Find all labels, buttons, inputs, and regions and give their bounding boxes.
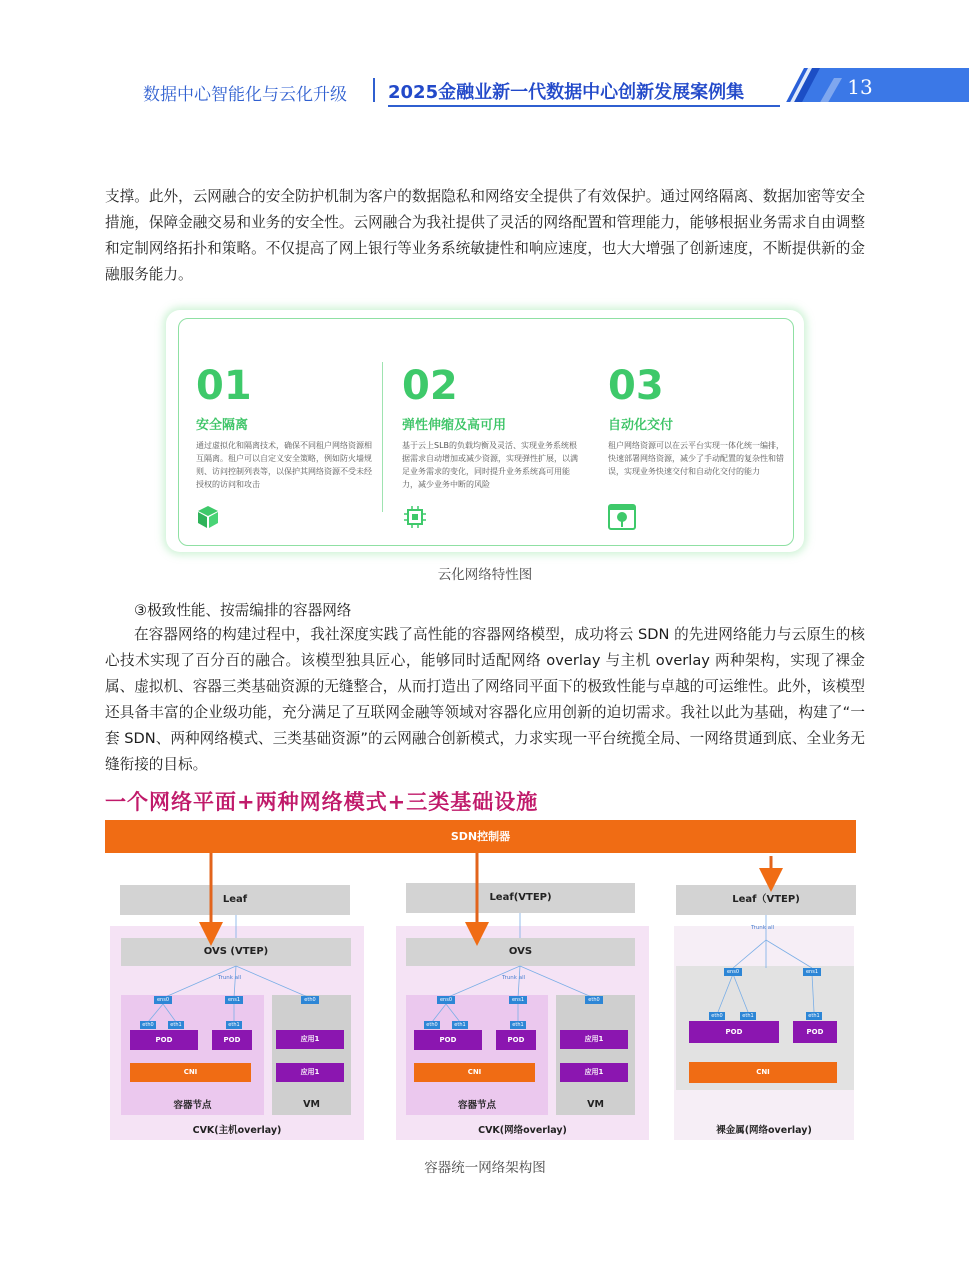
feature-item-2 <box>402 364 582 491</box>
chip-icon <box>403 505 427 529</box>
feature-divider <box>382 362 383 512</box>
running-header-title: 2025金融业新一代数据中心创新发展案例集 <box>388 82 745 103</box>
pod-box: POD <box>496 1030 536 1050</box>
figure-caption-2: 容器统一网络架构图 <box>424 1160 546 1176</box>
feature-description: 通过虚拟化和隔离技术，确保不同租户网络资源相互隔离。租户可以自定义安全策略，例如防火墙规则、访问控制列表等，以保护其网络资源不受未经授权的访问和攻击 <box>196 441 372 489</box>
header-divider <box>373 78 375 102</box>
body-paragraph-1 <box>105 184 865 288</box>
panel-footer: CVK(主机overlay) <box>192 1125 282 1136</box>
section-heading: ③极致性能、按需编排的容器网络 <box>134 602 352 619</box>
app-box: 应用1 <box>560 1063 628 1082</box>
pod-box: POD <box>212 1030 252 1050</box>
eth-port: eth0 <box>585 996 603 1004</box>
ovs-box: OVS (VTEP) <box>121 938 351 966</box>
paragraph-text: 支撑。此外，云网融合的安全防护机制为客户的数据隐私和网络安全提供了有效保护。通过网络隔离、数据加密等安全措施，保障金融交易和业务的安全性。云网融合为我社提供了灵活的网络配置和管理能力，能够根据业务需求自由调整和定制网络拓扑和策略。不仅提高了网上银行等业务系统敏捷性和响应速度，也大大增强了创新速度，不断提供新的金融服务能力。 <box>105 188 865 283</box>
eth-port: eth1 <box>740 1012 756 1020</box>
cni-bar: CNI <box>414 1063 535 1082</box>
figure-caption-1: 云化网络特性图 <box>437 567 533 583</box>
eth-port: eth1 <box>226 1021 242 1029</box>
eth-port: eth0 <box>709 1012 725 1020</box>
vm-label: VM <box>303 1099 320 1110</box>
feature-number: 02 <box>402 363 458 409</box>
app-box: 应用1 <box>560 1030 628 1049</box>
trunk-label: Trunk all <box>502 975 526 981</box>
feature-title: 自动化交付 <box>608 418 674 433</box>
eth-port: eth0 <box>424 1021 440 1029</box>
paragraph-text: 在容器网络的构建过程中，我社深度实践了高性能的容器网络模型，成功将云 SDN 的先进网络能力与云原生的核心技术实现了百分百的融合。该模型独具匠心，能够同时适配网络 overlay 与主机 overlay 两种架构，实现了裸金属、虚拟机、容器三类基础资源的无缝整合，从而打造出了网络同平面下的极致性能与卓越的可运维性。此外，该模型还具备丰富的企业级功能，充分满足了互联网金融等领域对容器化应用创新的迫切需求。我社以此为基础，构建了“一套 SDN、两种网络模式、三类基础资源”的云网融合创新模式，力求实现一平台统揽全局、一网络贯通到底、全业务无缝衔接的目标。 <box>105 626 865 773</box>
pod-box: POD <box>793 1021 837 1043</box>
pod-box: POD <box>689 1021 779 1043</box>
container-node-label: 容器节点 <box>457 1100 496 1111</box>
vm-area <box>272 995 351 1115</box>
cube-icon <box>197 505 219 529</box>
app-box: 应用1 <box>276 1030 344 1049</box>
diagram-title: 一个网络平面+两种网络模式+三类基础设施 <box>105 790 539 814</box>
vm-label: VM <box>587 1099 604 1110</box>
feature-item-1 <box>196 364 376 491</box>
page-number: 13 <box>847 75 873 99</box>
ens-port: ens1 <box>509 996 527 1004</box>
feature-description: 基于云上SLB的负载均衡及灵活、实现业务系统根据需求自动增加或减少资源，实现弹性扩展，以满足业务需求的变化，同时提升业务系统高可用能力，减少业务中断的风险 <box>402 441 578 489</box>
ens-port: ens1 <box>225 996 243 1004</box>
vm-area <box>556 995 635 1115</box>
eth-port: eth1 <box>452 1021 468 1029</box>
body-paragraph-2 <box>105 622 865 778</box>
eth-port: eth1 <box>510 1021 526 1029</box>
trunk-label: Trunk all <box>751 925 775 931</box>
eth-port: eth1 <box>806 1012 822 1020</box>
app-box: 应用1 <box>276 1063 344 1082</box>
feature-number: 03 <box>608 363 664 409</box>
container-node-label: 容器节点 <box>173 1100 212 1111</box>
eth-port: eth0 <box>140 1021 156 1029</box>
eth-port: eth1 <box>168 1021 184 1029</box>
feature-description: 租户网络资源可以在云平台实现一体化统一编排，快速部署网络资源，减少了手动配置的复杂性和错误，实现业务快速交付和自动化交付的能力 <box>608 441 784 476</box>
sdn-controller-bar: SDN控制器 <box>105 820 856 853</box>
eth-port: eth0 <box>301 996 319 1004</box>
ens-port: ens0 <box>437 996 455 1004</box>
ens-port: ens0 <box>724 968 742 976</box>
cni-bar: CNI <box>689 1062 837 1083</box>
trunk-label: Trunk all <box>218 975 242 981</box>
header-underline <box>388 105 780 107</box>
panel-footer: 裸金属(网络overlay) <box>716 1125 812 1136</box>
panel-footer: CVK(网络overlay) <box>478 1125 567 1136</box>
ens-port: ens0 <box>154 996 172 1004</box>
leaf-box: Leaf（VTEP) <box>676 885 856 915</box>
running-header-left: 数据中心智能化与云化升级 <box>143 85 347 105</box>
leaf-box: Leaf <box>120 885 350 915</box>
leaf-box: Leaf(VTEP) <box>406 883 635 913</box>
cni-bar: CNI <box>130 1063 251 1082</box>
pod-box: POD <box>414 1030 482 1050</box>
feature-title: 弹性伸缩及高可用 <box>402 418 507 433</box>
pod-box: POD <box>130 1030 198 1050</box>
section-heading-block <box>105 598 865 624</box>
feature-item-3 <box>608 364 788 478</box>
feature-title: 安全隔离 <box>196 418 249 433</box>
feature-number: 01 <box>196 363 252 409</box>
tree-icon <box>608 504 636 530</box>
ovs-box: OVS <box>406 938 635 966</box>
ens-port: ens1 <box>803 968 821 976</box>
